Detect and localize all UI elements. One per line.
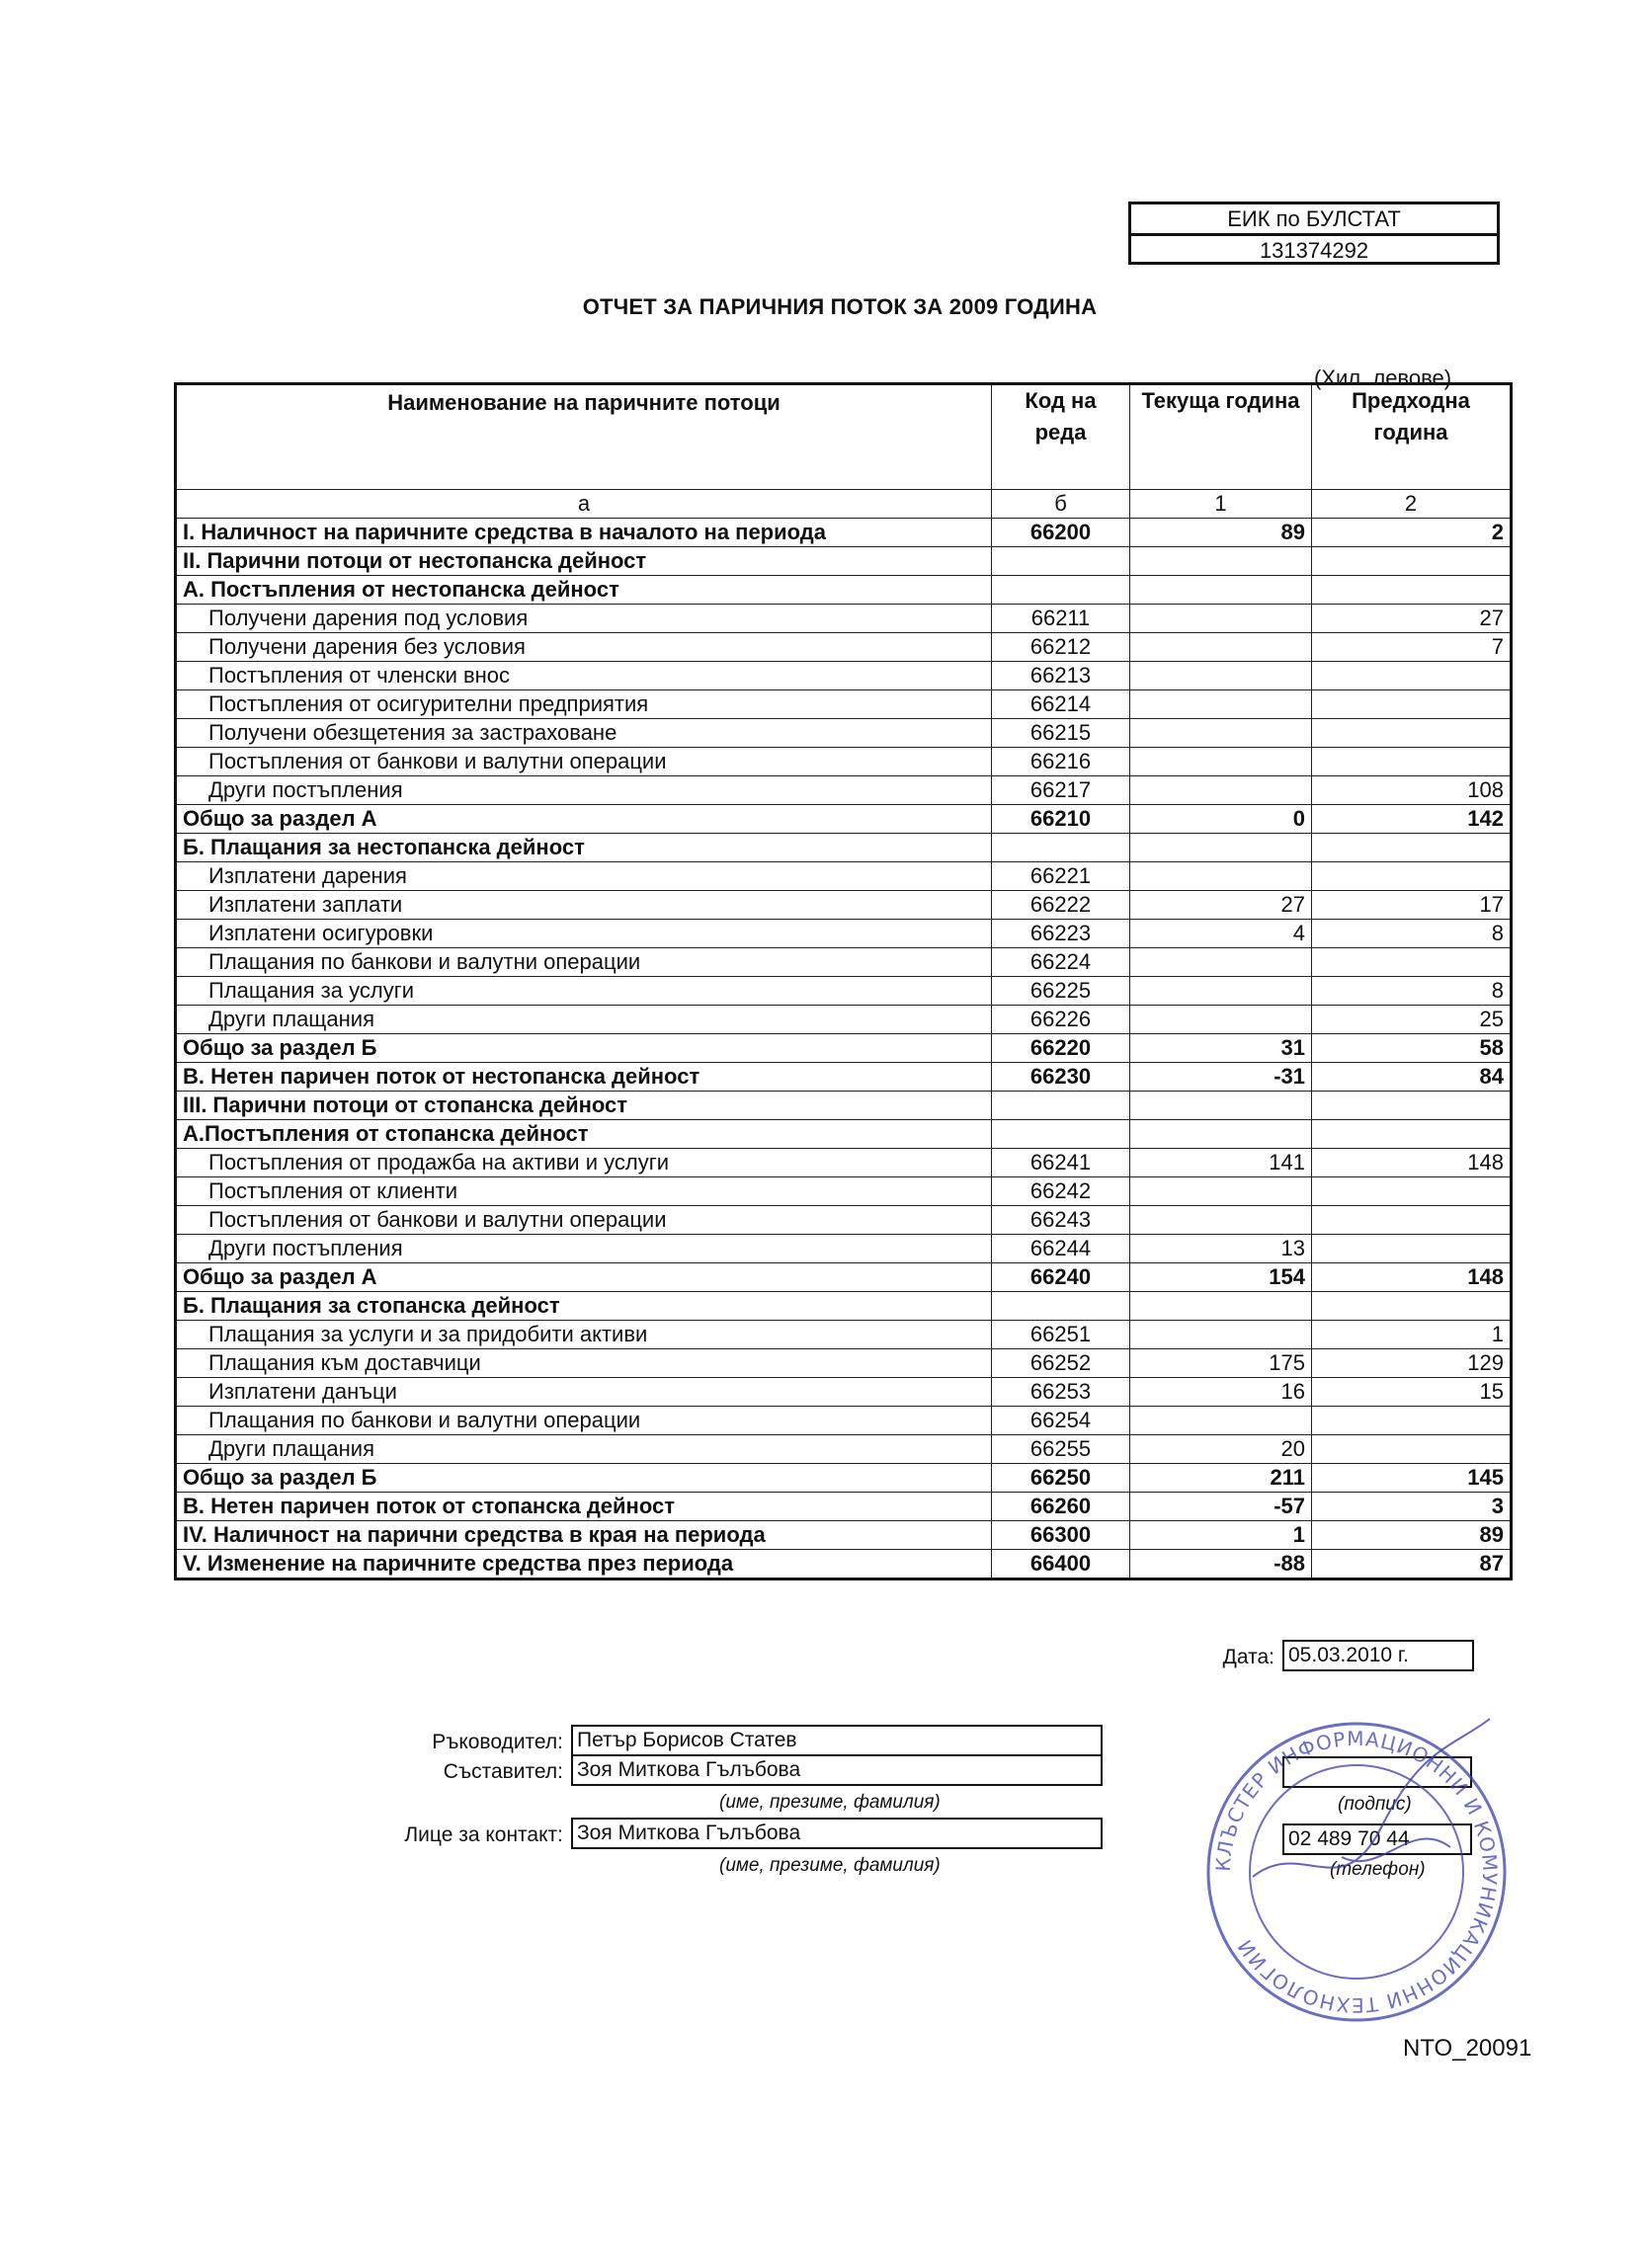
phone-field: 02 489 70 44	[1282, 1823, 1472, 1855]
row-name: Плащания по банкови и валутни операции	[176, 948, 992, 977]
row-code: 66217	[992, 776, 1130, 805]
row-previous	[1312, 834, 1512, 862]
row-previous	[1312, 1435, 1512, 1464]
row-current	[1130, 1120, 1312, 1149]
header-previous: Предходна година	[1312, 384, 1512, 490]
table-row	[176, 1521, 1512, 1550]
table-row	[176, 519, 1512, 547]
table-row	[176, 1149, 1512, 1177]
table-row	[176, 633, 1512, 662]
table-row	[176, 1263, 1512, 1292]
table-row	[176, 1034, 1512, 1063]
table-row	[176, 1063, 1512, 1092]
row-name: Постъпления от банкови и валутни операции	[176, 748, 992, 776]
row-previous: 145	[1312, 1464, 1512, 1493]
header-current: Текуща година	[1130, 384, 1312, 490]
table-row	[176, 690, 1512, 719]
row-name: V. Изменение на паричните средства през периода	[176, 1550, 992, 1580]
row-name: Общо за раздел А	[176, 805, 992, 834]
header-code: Код на реда	[992, 384, 1130, 490]
eik-label: ЕИК по БУЛСТАТ	[1227, 206, 1401, 231]
row-previous: 7	[1312, 633, 1512, 662]
row-current	[1130, 862, 1312, 891]
table-row	[176, 1378, 1512, 1407]
date-field: 05.03.2010 г.	[1282, 1640, 1474, 1671]
contact-label: Лице за контакт:	[404, 1823, 563, 1846]
row-current	[1130, 948, 1312, 977]
table-row	[176, 1235, 1512, 1263]
eik-box	[1128, 202, 1500, 265]
row-code: 66242	[992, 1177, 1130, 1206]
row-previous: 87	[1312, 1550, 1512, 1580]
row-code: 66215	[992, 719, 1130, 748]
row-previous: 142	[1312, 805, 1512, 834]
row-previous: 58	[1312, 1034, 1512, 1063]
row-name: Постъпления от продажба на активи и услуги	[176, 1149, 992, 1177]
row-code: 66200	[992, 519, 1130, 547]
row-code: 66251	[992, 1321, 1130, 1349]
row-current: 13	[1130, 1235, 1312, 1263]
row-previous	[1312, 1206, 1512, 1235]
subheader-current: 1	[1130, 490, 1312, 519]
table-row	[176, 920, 1512, 948]
row-code: 66223	[992, 920, 1130, 948]
row-code: 66216	[992, 748, 1130, 776]
row-name: В. Нетен паричен поток от нестопанска дейност	[176, 1063, 992, 1092]
table-row	[176, 1435, 1512, 1464]
row-previous	[1312, 1407, 1512, 1435]
subheader-code: б	[992, 490, 1130, 519]
row-previous	[1312, 948, 1512, 977]
row-current	[1130, 719, 1312, 748]
signature-hint: (подпис)	[1338, 1794, 1412, 1815]
row-code: 66225	[992, 977, 1130, 1006]
row-previous	[1312, 1092, 1512, 1120]
row-current	[1130, 547, 1312, 576]
table-row	[176, 1206, 1512, 1235]
row-code: 66243	[992, 1206, 1130, 1235]
row-code: 66210	[992, 805, 1130, 834]
table-row	[176, 1407, 1512, 1435]
row-current: 31	[1130, 1034, 1312, 1063]
row-previous: 27	[1312, 605, 1512, 633]
row-current	[1130, 1177, 1312, 1206]
row-name: IV. Наличност на парични средства в края на периода	[176, 1521, 992, 1550]
row-current: 211	[1130, 1464, 1312, 1493]
row-previous: 148	[1312, 1263, 1512, 1292]
table-row	[176, 1349, 1512, 1378]
row-current: -88	[1130, 1550, 1312, 1580]
row-name: В. Нетен паричен поток от стопанска дейност	[176, 1493, 992, 1521]
row-name: Плащания за услуги	[176, 977, 992, 1006]
table-row	[176, 748, 1512, 776]
row-name: Б. Плащания за нестопанска дейност	[176, 834, 992, 862]
svg-text:КЛЪСТЕР ИНФОРМАЦИОННИ И КОМУНИ	[1211, 1727, 1502, 2017]
row-name: А. Постъпления от нестопанска дейност	[176, 576, 992, 605]
table-row	[176, 576, 1512, 605]
header-name: Наименование на паричните потоци	[176, 384, 992, 490]
row-previous: 8	[1312, 920, 1512, 948]
row-current: 20	[1130, 1435, 1312, 1464]
row-current: 0	[1130, 805, 1312, 834]
row-code: 66255	[992, 1435, 1130, 1464]
table-row	[176, 605, 1512, 633]
contact-field: Зоя Миткова Гълъбова	[571, 1818, 1103, 1849]
row-current	[1130, 1292, 1312, 1321]
row-code: 66300	[992, 1521, 1130, 1550]
row-previous	[1312, 1177, 1512, 1206]
row-code	[992, 834, 1130, 862]
row-previous: 84	[1312, 1063, 1512, 1092]
report-title: ОТЧЕТ ЗА ПАРИЧНИЯ ПОТОК ЗА 2009 ГОДИНА	[582, 294, 1098, 319]
row-current: 141	[1130, 1149, 1312, 1177]
table-row	[176, 1493, 1512, 1521]
table-row	[176, 662, 1512, 690]
row-code: 66253	[992, 1378, 1130, 1407]
row-name: Постъпления от банкови и валутни операции	[176, 1206, 992, 1235]
row-code: 66226	[992, 1006, 1130, 1034]
row-code: 66260	[992, 1493, 1130, 1521]
table-row	[176, 891, 1512, 920]
table-row	[176, 1092, 1512, 1120]
row-current	[1130, 633, 1312, 662]
row-name: I. Наличност на паричните средства в началото на периода	[176, 519, 992, 547]
row-name: Други постъпления	[176, 776, 992, 805]
row-current: 89	[1130, 519, 1312, 547]
row-code	[992, 547, 1130, 576]
table-row	[176, 1464, 1512, 1493]
row-previous: 8	[1312, 977, 1512, 1006]
row-code: 66400	[992, 1550, 1130, 1580]
row-code: 66250	[992, 1464, 1130, 1493]
row-code	[992, 576, 1130, 605]
row-current: 4	[1130, 920, 1312, 948]
date-label: Дата:	[1222, 1646, 1274, 1668]
row-current	[1130, 690, 1312, 719]
row-name: Плащания по банкови и валутни операции	[176, 1407, 992, 1435]
table-row	[176, 948, 1512, 977]
table-row	[176, 1550, 1512, 1580]
row-previous: 25	[1312, 1006, 1512, 1034]
row-previous: 148	[1312, 1149, 1512, 1177]
units-label: (Хил. левове)	[1314, 365, 1452, 390]
row-previous	[1312, 662, 1512, 690]
row-name: Изплатени заплати	[176, 891, 992, 920]
row-code: 66252	[992, 1349, 1130, 1378]
row-code: 66244	[992, 1235, 1130, 1263]
row-current	[1130, 776, 1312, 805]
row-name: Други постъпления	[176, 1235, 992, 1263]
row-code: 66212	[992, 633, 1130, 662]
row-previous: 89	[1312, 1521, 1512, 1550]
organization-stamp	[1193, 1709, 1520, 2035]
row-previous: 129	[1312, 1349, 1512, 1378]
table-row	[176, 977, 1512, 1006]
table-row	[176, 1292, 1512, 1321]
row-current: -31	[1130, 1063, 1312, 1092]
row-name: Изплатени дарения	[176, 862, 992, 891]
row-name: Други плащания	[176, 1435, 992, 1464]
row-current	[1130, 977, 1312, 1006]
row-code: 66254	[992, 1407, 1130, 1435]
compiler-label: Съставител:	[443, 1760, 563, 1783]
row-code	[992, 1292, 1130, 1321]
table-row	[176, 1177, 1512, 1206]
row-previous: 17	[1312, 891, 1512, 920]
row-code: 66222	[992, 891, 1130, 920]
row-previous	[1312, 1235, 1512, 1263]
row-current: 16	[1130, 1378, 1312, 1407]
table-row	[176, 776, 1512, 805]
row-current: -57	[1130, 1493, 1312, 1521]
row-name: Б. Плащания за стопанска дейност	[176, 1292, 992, 1321]
row-current	[1130, 662, 1312, 690]
table-row	[176, 1006, 1512, 1034]
row-name: А.Постъпления от стопанска дейност	[176, 1120, 992, 1149]
row-name: Получени дарения под условия	[176, 605, 992, 633]
row-code: 66240	[992, 1263, 1130, 1292]
row-code	[992, 1092, 1130, 1120]
eik-value: 131374292	[1131, 233, 1497, 265]
row-previous	[1312, 1120, 1512, 1149]
row-current: 1	[1130, 1521, 1312, 1550]
table-row	[176, 547, 1512, 576]
row-previous	[1312, 547, 1512, 576]
row-name: Изплатени осигуровки	[176, 920, 992, 948]
row-code	[992, 1120, 1130, 1149]
row-name: Плащания за услуги и за придобити активи	[176, 1321, 992, 1349]
row-name: Общо за раздел А	[176, 1263, 992, 1292]
row-current	[1130, 834, 1312, 862]
compiler-field: Зоя Миткова Гълъбова	[571, 1754, 1103, 1786]
row-name: Постъпления от осигурителни предприятия	[176, 690, 992, 719]
stamp-text: КЛЪСТЕР ИНФОРМАЦИОННИ И КОМУНИКАЦИОННИ ТЕХНОЛОГИИ	[1210, 1726, 1503, 2018]
contact-hint: (име, презиме, фамилия)	[719, 1855, 941, 1876]
row-code: 66241	[992, 1149, 1130, 1177]
compiler-hint: (име, презиме, фамилия)	[719, 1792, 941, 1813]
table-row	[176, 719, 1512, 748]
row-previous: 1	[1312, 1321, 1512, 1349]
row-previous: 3	[1312, 1493, 1512, 1521]
row-code: 66230	[992, 1063, 1130, 1092]
row-previous: 2	[1312, 519, 1512, 547]
manager-field: Петър Борисов Статев	[571, 1725, 1103, 1756]
row-current	[1130, 1206, 1312, 1235]
row-code: 66220	[992, 1034, 1130, 1063]
cash-flow-table	[174, 382, 1513, 1580]
table-row	[176, 1120, 1512, 1149]
row-name: Постъпления от клиенти	[176, 1177, 992, 1206]
row-current	[1130, 605, 1312, 633]
row-name: Общо за раздел Б	[176, 1034, 992, 1063]
row-name: Плащания към доставчици	[176, 1349, 992, 1378]
row-name: Получени обезщетения за застраховане	[176, 719, 992, 748]
row-current: 27	[1130, 891, 1312, 920]
form-code: NTO_20091	[1403, 2035, 1532, 2062]
row-name: Изплатени данъци	[176, 1378, 992, 1407]
row-name: Други плащания	[176, 1006, 992, 1034]
row-previous	[1312, 1292, 1512, 1321]
row-previous: 108	[1312, 776, 1512, 805]
table-row	[176, 1321, 1512, 1349]
row-name: Общо за раздел Б	[176, 1464, 992, 1493]
row-previous	[1312, 576, 1512, 605]
row-name: III. Парични потоци от стопанска дейност	[176, 1092, 992, 1120]
row-previous	[1312, 862, 1512, 891]
row-current	[1130, 1092, 1312, 1120]
table-row	[176, 805, 1512, 834]
subheader-name: а	[176, 490, 992, 519]
row-current	[1130, 576, 1312, 605]
row-previous: 15	[1312, 1378, 1512, 1407]
row-code: 66214	[992, 690, 1130, 719]
row-current	[1130, 748, 1312, 776]
row-current: 175	[1130, 1349, 1312, 1378]
manager-label: Ръководител:	[432, 1731, 563, 1753]
phone-hint: (телефон)	[1330, 1859, 1426, 1880]
row-name: Постъпления от членски внос	[176, 662, 992, 690]
row-name: Получени дарения без условия	[176, 633, 992, 662]
row-previous	[1312, 690, 1512, 719]
row-current	[1130, 1407, 1312, 1435]
row-code: 66224	[992, 948, 1130, 977]
row-current: 154	[1130, 1263, 1312, 1292]
row-current	[1130, 1321, 1312, 1349]
table-row	[176, 862, 1512, 891]
table-body	[176, 519, 1512, 1580]
row-previous	[1312, 719, 1512, 748]
row-code: 66211	[992, 605, 1130, 633]
table-subheader-row	[176, 490, 1512, 519]
table-row	[176, 834, 1512, 862]
row-name: II. Парични потоци от нестопанска дейност	[176, 547, 992, 576]
row-code: 66213	[992, 662, 1130, 690]
row-current	[1130, 1006, 1312, 1034]
row-code: 66221	[992, 862, 1130, 891]
table-header-row	[176, 384, 1512, 490]
subheader-previous: 2	[1312, 490, 1512, 519]
row-previous	[1312, 748, 1512, 776]
